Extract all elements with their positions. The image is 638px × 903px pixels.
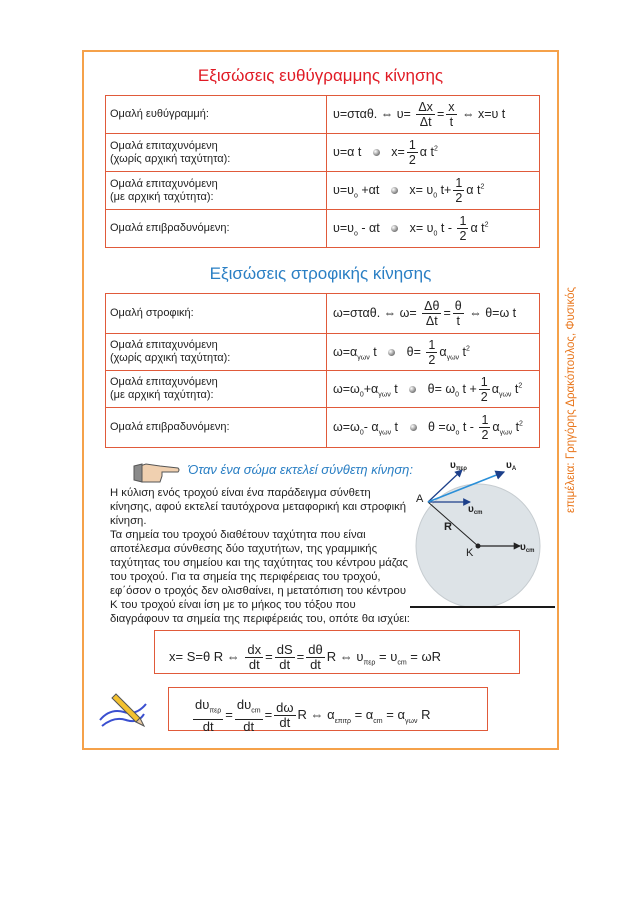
point-k-label: K	[466, 547, 474, 559]
row-label: Ομαλά επιβραδυνόμενη:	[106, 408, 327, 448]
v-per-label: $\upsilon_{\pi\varepsilon\rho}$	[450, 460, 467, 472]
table-row	[106, 134, 540, 172]
bullet-icon	[391, 225, 398, 232]
paragraph: Η κύλιση ενός τροχού είναι ένα παράδειγμα σύνθετη κίνησης, αφού εκτελεί ταυτόχρονα μεταφορική και στροφική κίνηση.	[110, 487, 407, 527]
composite-text	[110, 486, 410, 626]
linear-table	[105, 95, 540, 248]
table-row	[106, 96, 540, 134]
composite-heading: Όταν ένα σώμα εκτελεί σύνθετη κίνηση:	[188, 462, 413, 477]
formula: $\upsilon=\upsilon_o +\alpha t$ $x= \upsilon_0$ t+ $\frac{1}{2}$ α $t^2$	[327, 172, 540, 210]
row-label: Ομαλά επιταχυνόμενη (χωρίς αρχική ταχύτητα):	[106, 134, 327, 172]
v-a-label: $\upsilon_A$	[506, 460, 517, 472]
row-label: Ομαλή ευθύγραμμή:	[106, 96, 327, 134]
paragraph: Τα σημεία του τροχού διαθέτουν ταχύτητα που είναι αποτέλεσμα σύνθεσης δύο ταχυτήτων, της γραμμικής ταχύτητας του σημείου και της ταχύτητας του κέντρου μάζας του τροχού. Για τα σημεία της περιφέρειας του τροχού, εφ΄όσον ο τροχός δεν ολισθαίνει, η μετατόπιση του κέντρου Κ του τροχού είναι ίση με το μήκος του τόξου που διαγράφουν τα σημεία της περιφέρειάς του, οπότε θα ισχύει:	[110, 529, 410, 625]
table-row	[106, 172, 540, 210]
rotational-table	[105, 293, 540, 448]
wheel-diagram	[410, 458, 555, 608]
row-label: Ομαλά επιταχυνόμενη (με αρχική ταχύτητα):	[106, 371, 327, 408]
row-label: Ομαλά επιβραδυνόμενη:	[106, 210, 327, 248]
v-cm-label-a: $\upsilon_{cm}$	[468, 504, 483, 516]
table-row	[106, 371, 540, 408]
table-row	[106, 334, 540, 371]
bullet-icon	[391, 187, 398, 194]
formula: ω=σταθ. ⇔ ω= $\frac{\Delta\theta}{\Delta t}$ = $\frac{\theta}{t}$ ⇔ θ=ω t	[327, 294, 540, 334]
bullet-icon	[388, 349, 395, 356]
bullet-icon	[373, 149, 380, 156]
formula: $\upsilon=\upsilon_o - \alpha t$ $x= \upsilon_0$ t - $\frac{1}{2}$ α $t^2$	[327, 210, 540, 248]
bullet-icon	[409, 386, 416, 393]
row-label: Ομαλά επιταχυνόμενη (χωρίς αρχική ταχύτητα):	[106, 334, 327, 371]
equation-box-2	[168, 687, 488, 734]
pencil-icon	[96, 690, 150, 734]
table-row	[106, 408, 540, 448]
formula: $\omega=\omega_0-$ $\alpha_{\gamma\omega\nu}$ t $\theta =\omega_o$ t - $\frac{1}{2}$ $\alpha_{\gamma\omega\nu}$ $t^2$	[327, 408, 540, 448]
formula: $d\upsilon_{\pi\varepsilon\rho}$ dt = $d\upsilon_{cm}$ dt = $\frac{d\omega}{dt}$ R ⇔ $\alpha_{\varepsilon\pi\iota\tau\rho} = \alpha_{cm} = \alpha_{\gamma\omega\nu}$ R	[195, 697, 431, 734]
bullet-icon	[410, 424, 417, 431]
formula: υ=α t x= $\frac{1}{2}$ α $t^2$	[327, 134, 540, 172]
radius-label: R	[444, 521, 452, 533]
equation-box-1	[154, 630, 520, 674]
row-label: Ομαλά επιταχυνόμενη (με αρχική ταχύτητα):	[106, 172, 327, 210]
v-cm-label: $\upsilon_{cm}$	[520, 542, 535, 554]
pointing-hand-icon	[132, 460, 180, 486]
point-a-label: A	[416, 493, 424, 505]
formula: $\omega=\alpha_{\gamma\omega\nu}$ t θ= $\frac{1}{2}$ $\alpha_{\gamma\omega\nu}$ $t^2$	[327, 334, 540, 371]
linear-title: Εξισώσεις ευθύγραμμης κίνησης	[197, 66, 444, 85]
ground	[410, 606, 555, 608]
formula: υ=σταθ. ⇔ υ= $\frac{\Delta x}{\Delta t}$ = $\frac{x}{t}$ ⇔ x=υ t	[327, 96, 540, 134]
formula: x= S=θ R ⇔ $\frac{dx}{dt}$ = $\frac{dS}{dt}$ = $\frac{d\theta}{dt}$ R ⇔ $\upsilon_{\pi\varepsilon\rho} = \upsilon_{cm} = \omega R$	[169, 642, 442, 672]
row-label: Ομαλή στροφική:	[106, 294, 327, 334]
table-row	[106, 210, 540, 248]
formula: $\omega=\omega_0+\alpha_{\gamma\omega\nu}$ t $\theta= \omega_0$ t + $\frac{1}{2}$ $\alpha_{\gamma\omega\nu}$ $t^2$	[327, 371, 540, 408]
rotational-title: Εξισώσεις στροφικής κίνησης	[209, 264, 432, 283]
side-credit: επιμέλεια: Γρηγόρης Δρακόπουλος, Φυσικός	[565, 286, 577, 514]
table-row	[106, 294, 540, 334]
